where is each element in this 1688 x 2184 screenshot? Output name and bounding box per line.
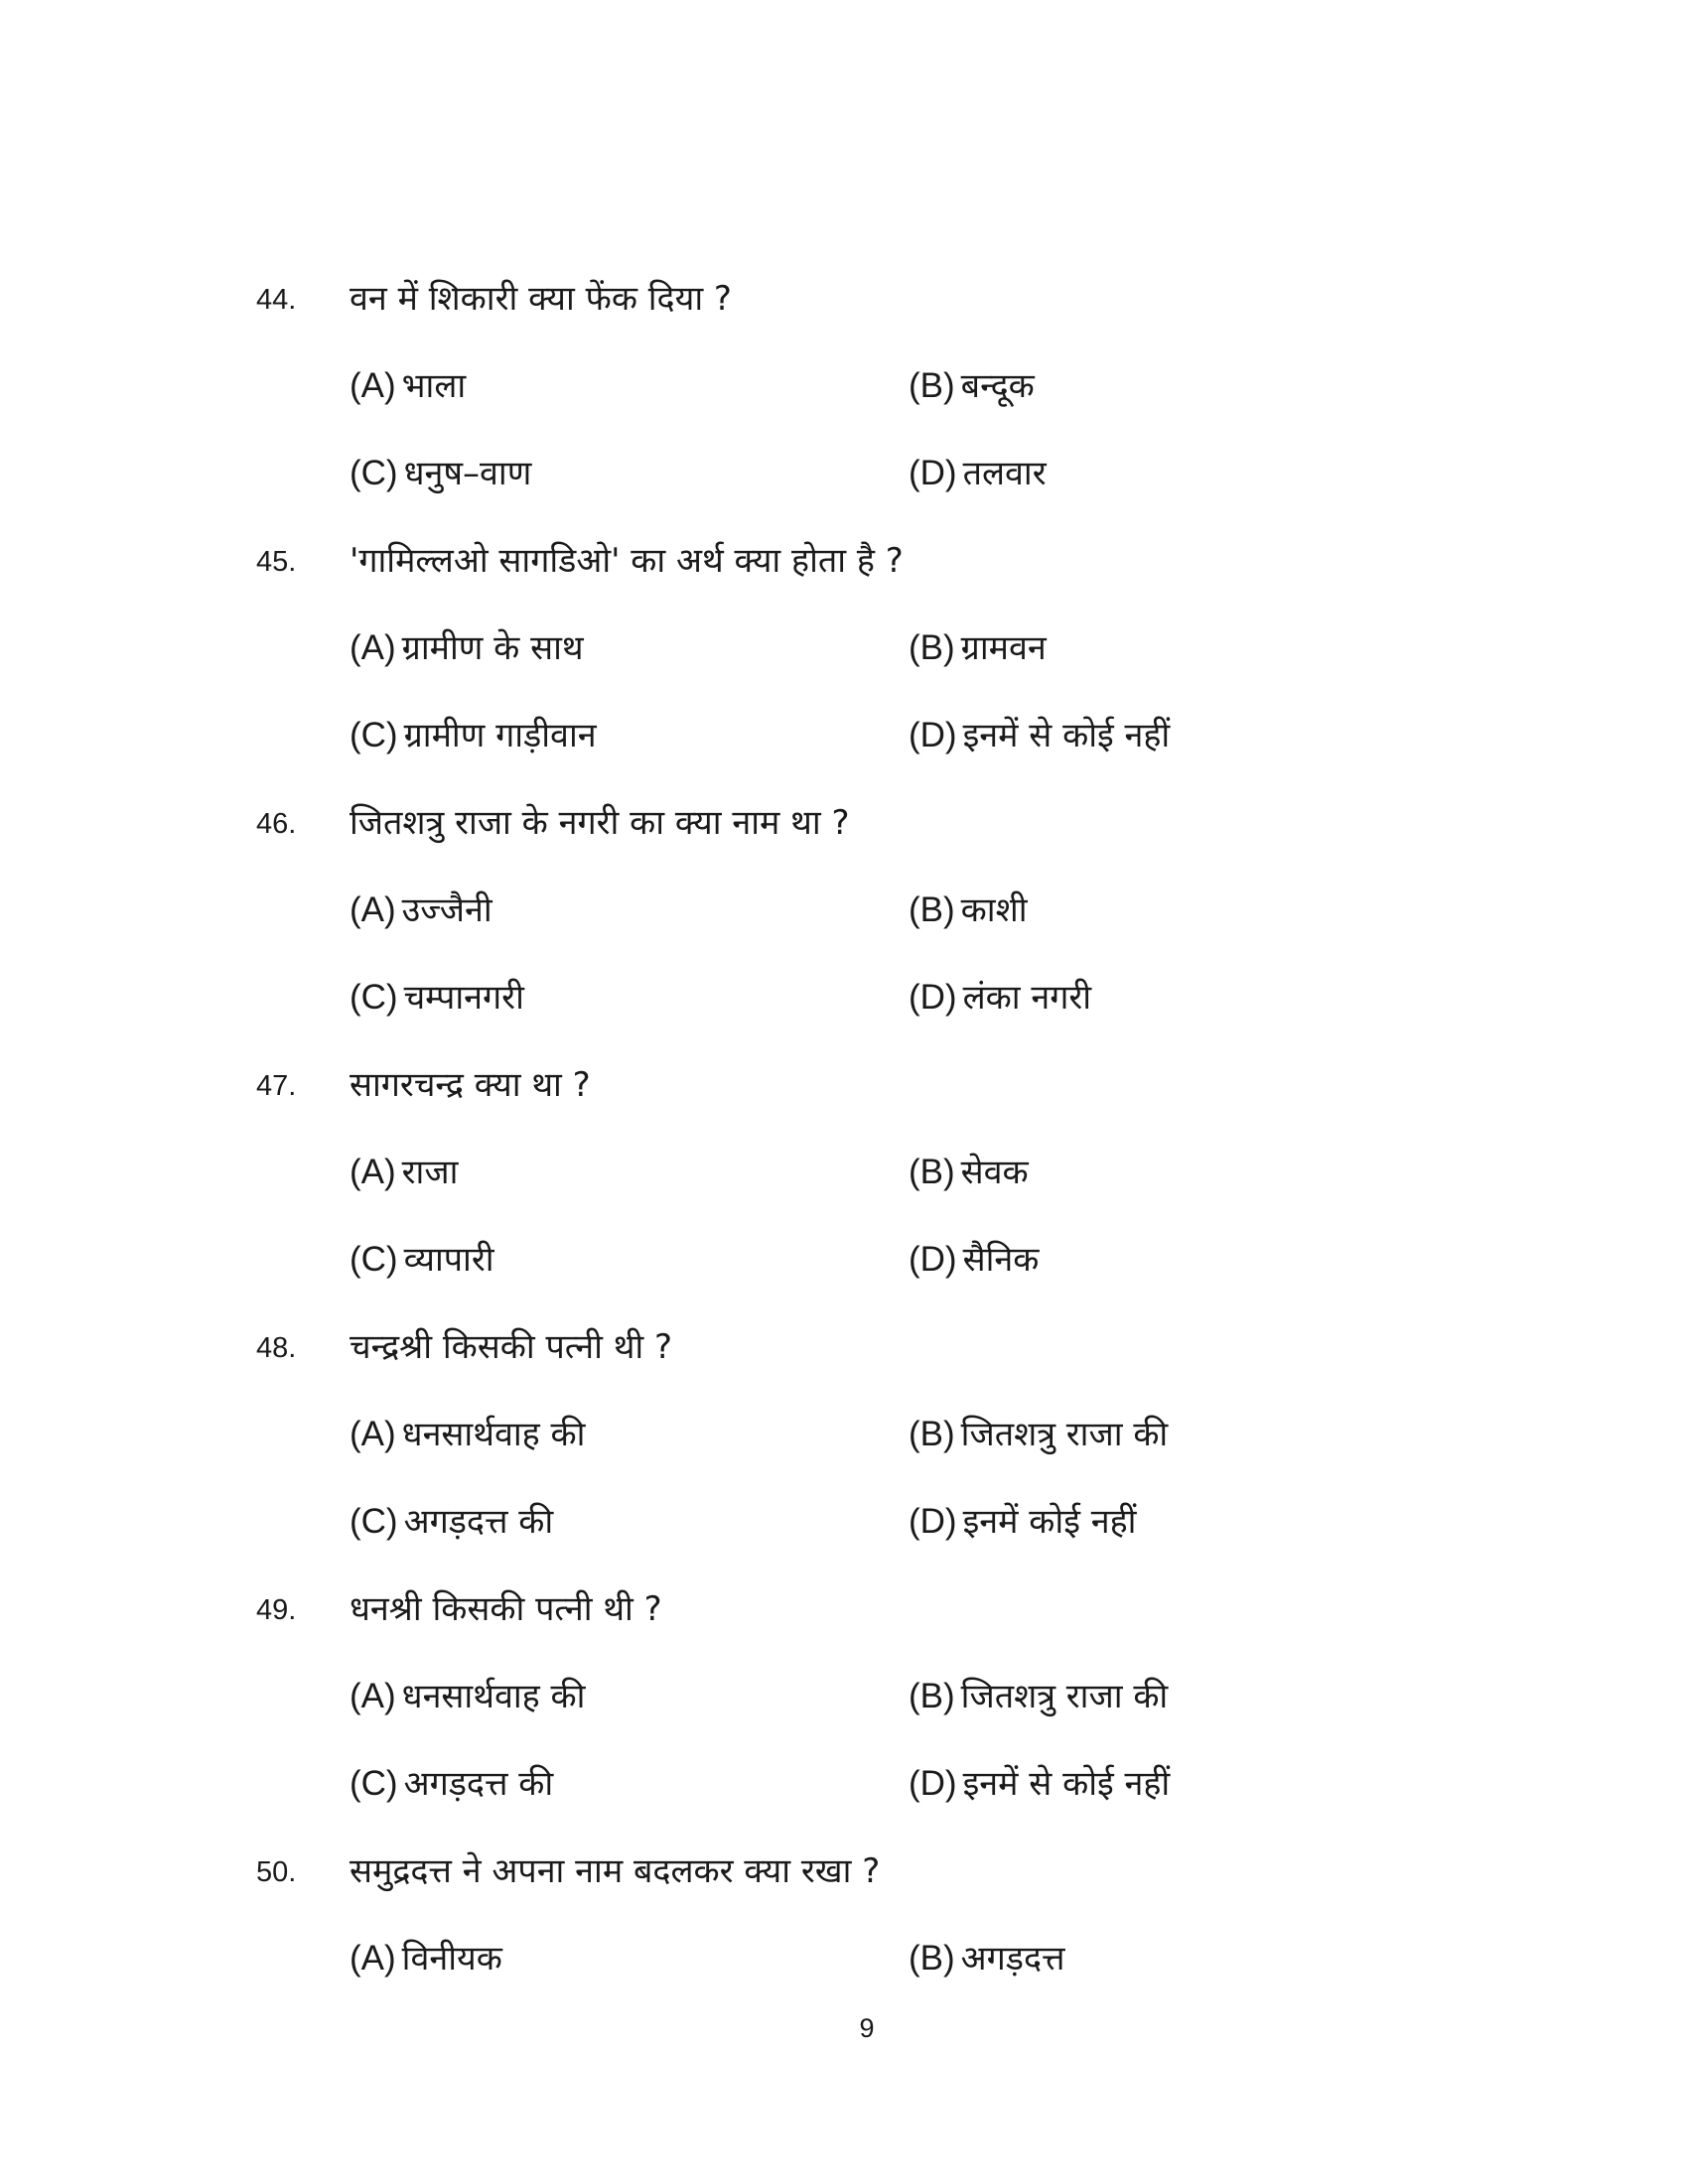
option-d [909,1759,1170,1805]
option-c [350,711,597,756]
option-letter: (B) [909,628,955,667]
option-letter: (A) [350,1939,396,1978]
question-text: 'गामिल्लओ सागडिओ' का अर्थ क्या होता है ? [350,541,904,581]
option-a [350,623,584,669]
option-a [350,1672,585,1717]
option-text: इनमें कोई नहीं [962,1502,1137,1542]
option-letter: (D) [909,1240,957,1279]
question-number: 47. [256,1070,297,1102]
option-letter: (D) [909,716,957,754]
option-text: ग्रामीण के साथ [401,628,584,668]
question-line [0,1584,1688,1644]
option-letter: (B) [909,1677,955,1715]
option-text: बन्दूक [960,366,1035,406]
option-d [909,1497,1136,1543]
option-b [909,623,1047,669]
question-line [0,536,1688,596]
question-number: 49. [256,1594,297,1626]
option-c [350,1759,553,1805]
option-letter: (A) [350,366,396,405]
question-text: जितशत्रु राजा के नगरी का क्या नाम था ? [350,803,850,843]
option-letter: (C) [350,454,398,492]
option-d [909,711,1170,756]
option-letter: (A) [350,628,396,667]
question-text: सागरचन्द्र क्या था ? [350,1065,591,1105]
option-text: सेवक [960,1153,1029,1192]
option-text: सैनिक [962,1240,1040,1280]
option-letter: (B) [909,1939,955,1978]
page-number: 9 [859,2013,875,2043]
option-a [350,1934,502,1979]
option-letter: (A) [350,1153,396,1191]
option-letter: (C) [350,978,398,1017]
option-letter: (D) [909,978,957,1017]
option-c [350,1235,494,1281]
option-letter: (C) [350,1240,398,1279]
option-letter: (C) [350,716,398,754]
option-text: धनसार्थवाह की [401,1677,586,1716]
question-line [0,1322,1688,1382]
option-letter: (B) [909,1415,955,1453]
question-number: 50. [256,1856,297,1888]
option-letter: (C) [350,1502,398,1541]
question-text: चन्द्रश्री किसकी पत्नी थी ? [350,1327,673,1367]
option-b [909,1148,1029,1193]
option-a [350,1410,585,1455]
option-text: ग्रामवन [960,628,1047,668]
option-c [350,973,524,1019]
option-letter: (B) [909,1153,955,1191]
question-number: 45. [256,546,297,578]
option-text: अगड़दत्त [960,1939,1065,1979]
option-text: भाला [401,366,467,406]
option-text: इनमें से कोई नहीं [962,1764,1171,1804]
option-text: अगड़दत्त की [403,1764,554,1804]
option-d [909,1235,1039,1281]
question-line [0,798,1688,858]
option-text: लंका नगरी [962,978,1092,1018]
option-letter: (D) [909,1764,957,1803]
option-text: विनीयक [401,1939,502,1979]
option-letter: (D) [909,1502,957,1541]
question-text: धनश्री किसकी पत्नी थी ? [350,1589,662,1629]
option-text: अगड़दत्त की [403,1502,554,1542]
option-c [350,449,531,494]
option-letter: (A) [350,890,396,929]
question-line [0,1060,1688,1120]
option-text: धनुष–वाण [403,454,532,493]
option-a [350,886,492,931]
option-text: ग्रामीण गाड़ीवान [403,716,597,755]
option-d [909,449,1047,494]
option-text: जितशत्रु राजा की [960,1415,1169,1454]
option-text: व्यापारी [403,1240,494,1280]
option-b [909,1410,1168,1455]
option-a [350,1148,458,1193]
option-d [909,973,1091,1019]
option-letter: (A) [350,1415,396,1453]
option-letter: (B) [909,366,955,405]
option-text: राजा [401,1153,459,1192]
question-text: समुद्रदत्त ने अपना नाम बदलकर क्या रखा ? [350,1851,881,1891]
option-text: जितशत्रु राजा की [960,1677,1169,1716]
question-number: 48. [256,1332,297,1364]
option-text: चम्पानगरी [403,978,524,1018]
option-letter: (A) [350,1677,396,1715]
option-c [350,1497,553,1543]
option-letter: (C) [350,1764,398,1803]
question-number: 46. [256,808,297,840]
option-letter: (B) [909,890,955,929]
option-text: धनसार्थवाह की [401,1415,586,1454]
option-text: काशी [960,890,1028,930]
question-text: वन में शिकारी क्या फेंक दिया ? [350,279,732,319]
option-letter: (D) [909,454,957,492]
option-a [350,361,466,407]
question-number: 44. [256,284,297,316]
question-line [0,274,1688,334]
option-b [909,1934,1065,1979]
option-b [909,886,1028,931]
option-b [909,1672,1168,1717]
option-b [909,361,1035,407]
question-line [0,1846,1688,1906]
option-text: तलवार [962,454,1047,493]
option-text: उज्जैनी [401,890,492,930]
option-text: इनमें से कोई नहीं [962,716,1171,755]
